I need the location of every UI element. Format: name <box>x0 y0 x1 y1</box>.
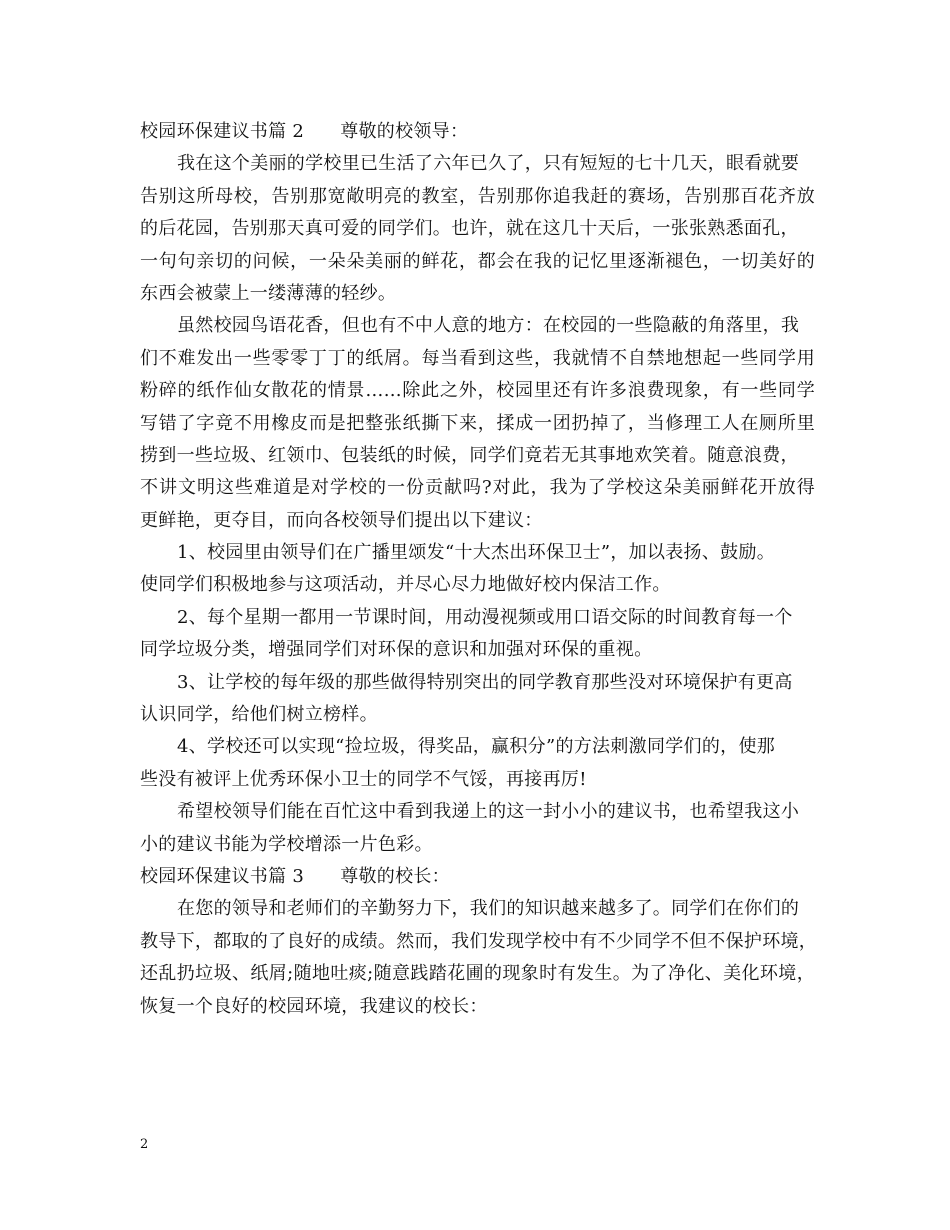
text-line: 恢复一个良好的校园环境，我建议的校长： <box>140 995 488 1017</box>
text-line: 希望校领导们能在百忙这中看到我递上的这一封小小的建议书，也希望我这小 <box>177 801 800 823</box>
text-line: 2、每个星期一都用一节课时间，用动漫视频或用口语交际的时间教育每一个 <box>177 606 793 628</box>
salutation: 尊敬的校长： <box>340 865 450 887</box>
section-title: 校园环保建议书篇 3 <box>140 865 305 887</box>
text-line: 我在这个美丽的学校里已生活了六年已久了，只有短短的七十几天，眼看就要 <box>177 153 800 175</box>
text-line: 虽然校园鸟语花香，但也有不中人意的地方：在校园的一些隐蔽的角落里，我 <box>177 315 800 337</box>
document-body <box>140 116 818 1023</box>
salutation: 尊敬的校领导： <box>340 121 469 142</box>
text-line: 们不难发出一些零零丁丁的纸屑。每当看到这些，我就情不自禁地想起一些同学用 <box>140 347 815 369</box>
section-heading-2 <box>140 116 815 148</box>
text-line: 些没有被评上优秀环保小卫士的同学不气馁，再接再厉! <box>140 768 587 790</box>
text-line: 东西会被蒙上一缕薄薄的轻纱。 <box>140 282 397 304</box>
text-line: 更鲜艳，更夺目，而向各校领导们提出以下建议： <box>140 509 543 531</box>
text-line: 捞到一些垃圾、红领巾、包装纸的时候，同学们竟若无其事地欢笑着。随意浪费， <box>140 444 799 466</box>
text-line: 在您的领导和老师们的辛勤努力下，我们的知识越来越多了。同学们在你们的 <box>177 898 800 920</box>
text-line: 教导下，都取的了良好的成绩。然而，我们发现学校中有不少同学不但不保护环境， <box>140 930 818 952</box>
text-line: 4、学校还可以实现“捡垃圾，得奖品，赢积分”的方法刺激同学们的，使那 <box>177 736 776 758</box>
text-line: 3、让学校的每年级的那些做得特别突出的同学教育那些没对环境保护有更高 <box>177 671 793 693</box>
section-title: 校园环保建议书篇 2 <box>140 121 305 142</box>
section-heading-3 <box>140 861 815 893</box>
text-line: 使同学们积极地参与这项活动，并尽心尽力地做好校内保洁工作。 <box>140 574 671 596</box>
text-line: 还乱扔垃圾、纸屑;随地吐痰;随意践踏花圃的现象时有发生。为了净化、美化环境， <box>140 963 815 985</box>
text-line: 1、校园里由领导们在广播里颂发“十大杰出环保卫士”，加以表扬、鼓励。 <box>177 542 776 564</box>
page-number: 2 <box>140 1137 149 1152</box>
text-line: 的后花园，告别那天真可爱的同学们。也许，就在这几十天后，一张张熟悉面孔， <box>140 218 799 240</box>
text-line: 不讲文明这些难道是对学校的一份贡献吗?对此，我为了学校这朵美丽鲜花开放得 <box>140 477 815 499</box>
text-line: 一句句亲切的问候，一朵朵美丽的鲜花，都会在我的记忆里逐渐褪色，一切美好的 <box>140 250 815 272</box>
text-line: 同学垃圾分类，增强同学们对环保的意识和加强对环保的重视。 <box>140 639 653 661</box>
text-line: 小的建议书能为学校增添一片色彩。 <box>140 833 433 855</box>
text-line: 写错了字竟不用橡皮而是把整张纸撕下来，揉成一团扔掉了，当修理工人在厕所里 <box>140 412 815 434</box>
text-line: 认识同学，给他们树立榜样。 <box>140 704 378 726</box>
text-line: 告别这所母校，告别那宽敞明亮的教室，告别那你追我赶的赛场，告别那百花齐放 <box>140 185 815 207</box>
text-line: 粉碎的纸作仙女散花的情景……除此之外，校园里还有许多浪费现象，有一些同学 <box>140 380 815 402</box>
